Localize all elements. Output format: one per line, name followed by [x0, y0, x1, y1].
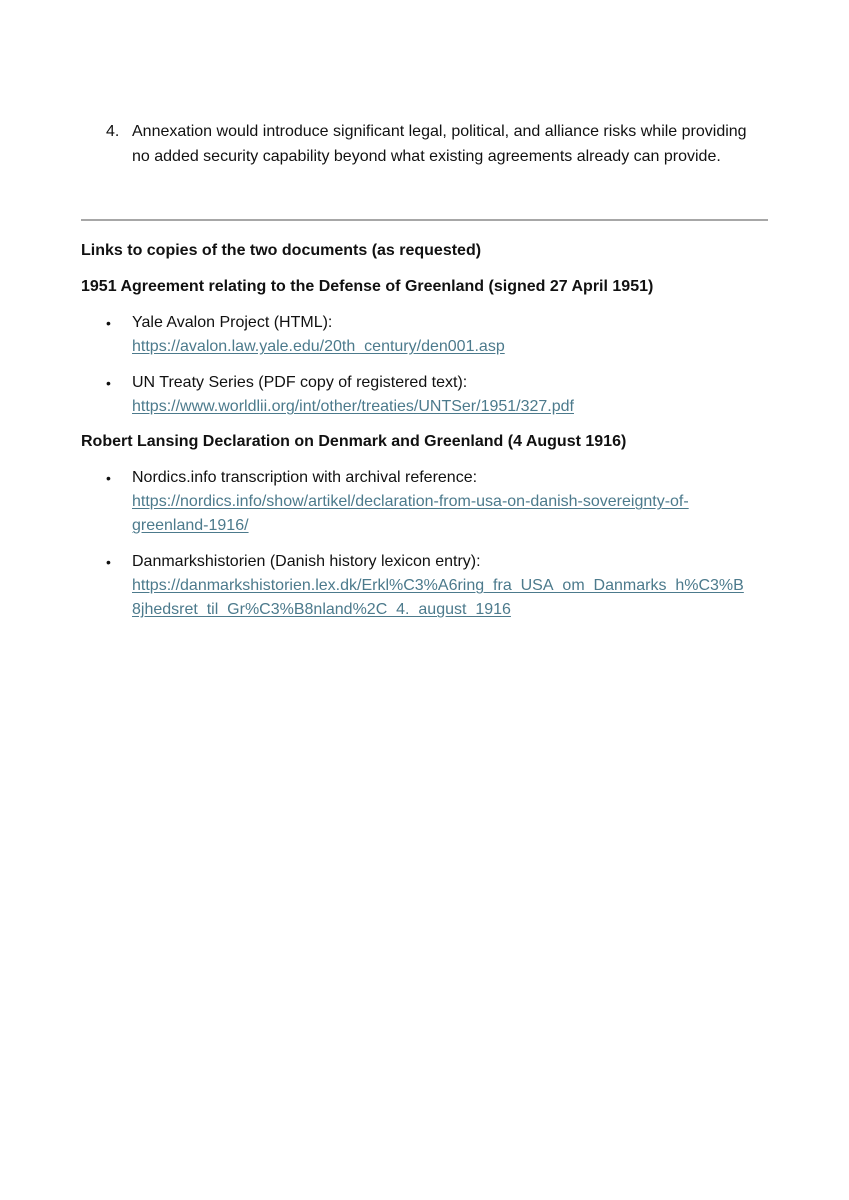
list-number: 4.	[106, 123, 120, 140]
nordics-info-link[interactable]	[132, 493, 689, 534]
bullet-label: Yale Avalon Project (HTML):	[132, 314, 333, 331]
bullet-label: UN Treaty Series (PDF copy of registered text):	[132, 374, 468, 391]
bullet-item-yale-avalon	[106, 311, 766, 359]
bullet-label: Danmarkshistorien (Danish history lexicon entry):	[132, 553, 481, 570]
bullet-item-danmarkshistorien	[106, 550, 766, 623]
section-1916-title: Robert Lansing Declaration on Denmark and Greenland (4 August 1916)	[81, 433, 627, 450]
link-line-1[interactable]: https://nordics.info/show/artikel/declaration-from-usa-on-danish-sovereignty-of-	[132, 493, 689, 511]
bullet-icon: •	[106, 315, 111, 331]
links-heading: Links to copies of the two documents (as requested)	[81, 242, 482, 259]
bullet-icon: •	[106, 470, 111, 486]
link-line-2[interactable]: 8jhedsret_til_Gr%C3%B8nland%2C_4._august_1916	[132, 601, 511, 619]
list-item-text: Annexation would introduce significant legal, political, and alliance risks while providing no added security capability beyond what existing agreements already can provide.	[132, 123, 747, 165]
danmarkshistorien-link[interactable]	[132, 577, 744, 618]
bullet-label: Nordics.info transcription with archival reference:	[132, 469, 478, 486]
bullet-item-nordics-info	[106, 466, 766, 539]
bullet-icon: •	[106, 554, 111, 570]
yale-avalon-link[interactable]: https://avalon.law.yale.edu/20th_century/den001.asp	[132, 338, 505, 356]
horizontal-divider	[81, 219, 768, 221]
link-line-2[interactable]: greenland-1916/	[132, 517, 249, 535]
bullet-item-un-treaty	[106, 371, 766, 419]
bullet-icon: •	[106, 375, 111, 391]
numbered-list-item-4	[106, 120, 766, 169]
un-treaty-link[interactable]: https://www.worldlii.org/int/other/treaties/UNTSer/1951/327.pdf	[132, 398, 574, 416]
link-line-1[interactable]: https://danmarkshistorien.lex.dk/Erkl%C3%A6ring_fra_USA_om_Danmarks_h%C3%B	[132, 577, 744, 595]
section-1951-title: 1951 Agreement relating to the Defense of Greenland (signed 27 April 1951)	[81, 278, 654, 295]
